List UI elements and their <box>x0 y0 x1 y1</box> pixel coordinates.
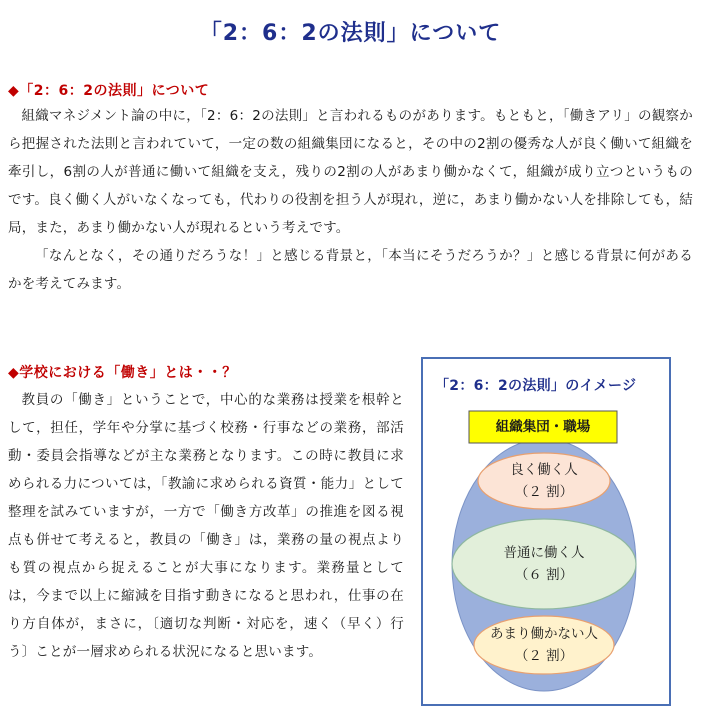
school-paragraph: 教員の「働き」ということで，中心的な業務は授業を根幹として，担任，学年や分掌に基づく校務・行事などの業務，部活動・委員会指導などが主な業務となります。この時に教員に求められる力については，「教諭に求められる資質・能力」として整理を試みていますが，一方で「働き方改革」の推進を図る視点も併せて考えると，教員の「働き」は，業務の量の視点よりも質の視点から捉えることが大事になります。業務量としては，今まで以上に縮減を目指す動きになると思われ，仕事の在り方自体が，まさに，〔適切な判断・対応を，速く（早く）行う〕ことが一層求められる状況になると思います。 <box>8 392 404 660</box>
bottom-group-label <box>474 623 614 667</box>
rule-paragraph-1: 組織マネジメント論の中に，「2：6：2の法則」と言われるものがあります。もともと，「働きアリ」の観察から把握された法則と言われていて，一定の数の組織集団になると，その中の2割の優秀な人が良く働いて組織を牽引し，6割の人が普通に働いて組織を支え，残りの2割の人があまり働かなくて，組織が成り立つというものです。良く働く人がいなくなっても，代わりの役割を担う人が現れ，逆に，あまり働かない人を排除しても，結局，また，あまり働かない人が現れるという考えです。 <box>8 108 693 236</box>
section-heading-rule: ◆「2：6：2の法則」について <box>8 83 210 99</box>
bottom-group-name: あまり働かない人 <box>490 626 598 642</box>
middle-group-name: 普通に働く人 <box>503 545 585 561</box>
organization-label: 組織集団・職場 <box>495 419 591 435</box>
page-title: 「2：6：2の法則」について <box>199 21 502 46</box>
middle-group-label <box>463 542 625 586</box>
rule-description <box>8 102 693 298</box>
top-group-ratio: （２ 割） <box>514 484 574 500</box>
rule-figure <box>421 357 671 706</box>
middle-group-ratio: （６ 割） <box>514 567 574 583</box>
section-heading-school: ◆学校における「働き」とは・・？ <box>8 365 237 381</box>
figure-title: 「2：6：2の法則」のイメージ <box>435 378 637 394</box>
rule-paragraph-2: 「なんとなく，その通りだろうな！」と感じる背景と，「本当にそうだろうか？」と感じる背景に何があるかを考えてみます。 <box>8 248 693 292</box>
top-group-label <box>478 459 610 503</box>
school-description <box>8 386 404 666</box>
bottom-group-ratio: （２ 割） <box>514 648 574 664</box>
top-group-name: 良く働く人 <box>510 462 578 478</box>
